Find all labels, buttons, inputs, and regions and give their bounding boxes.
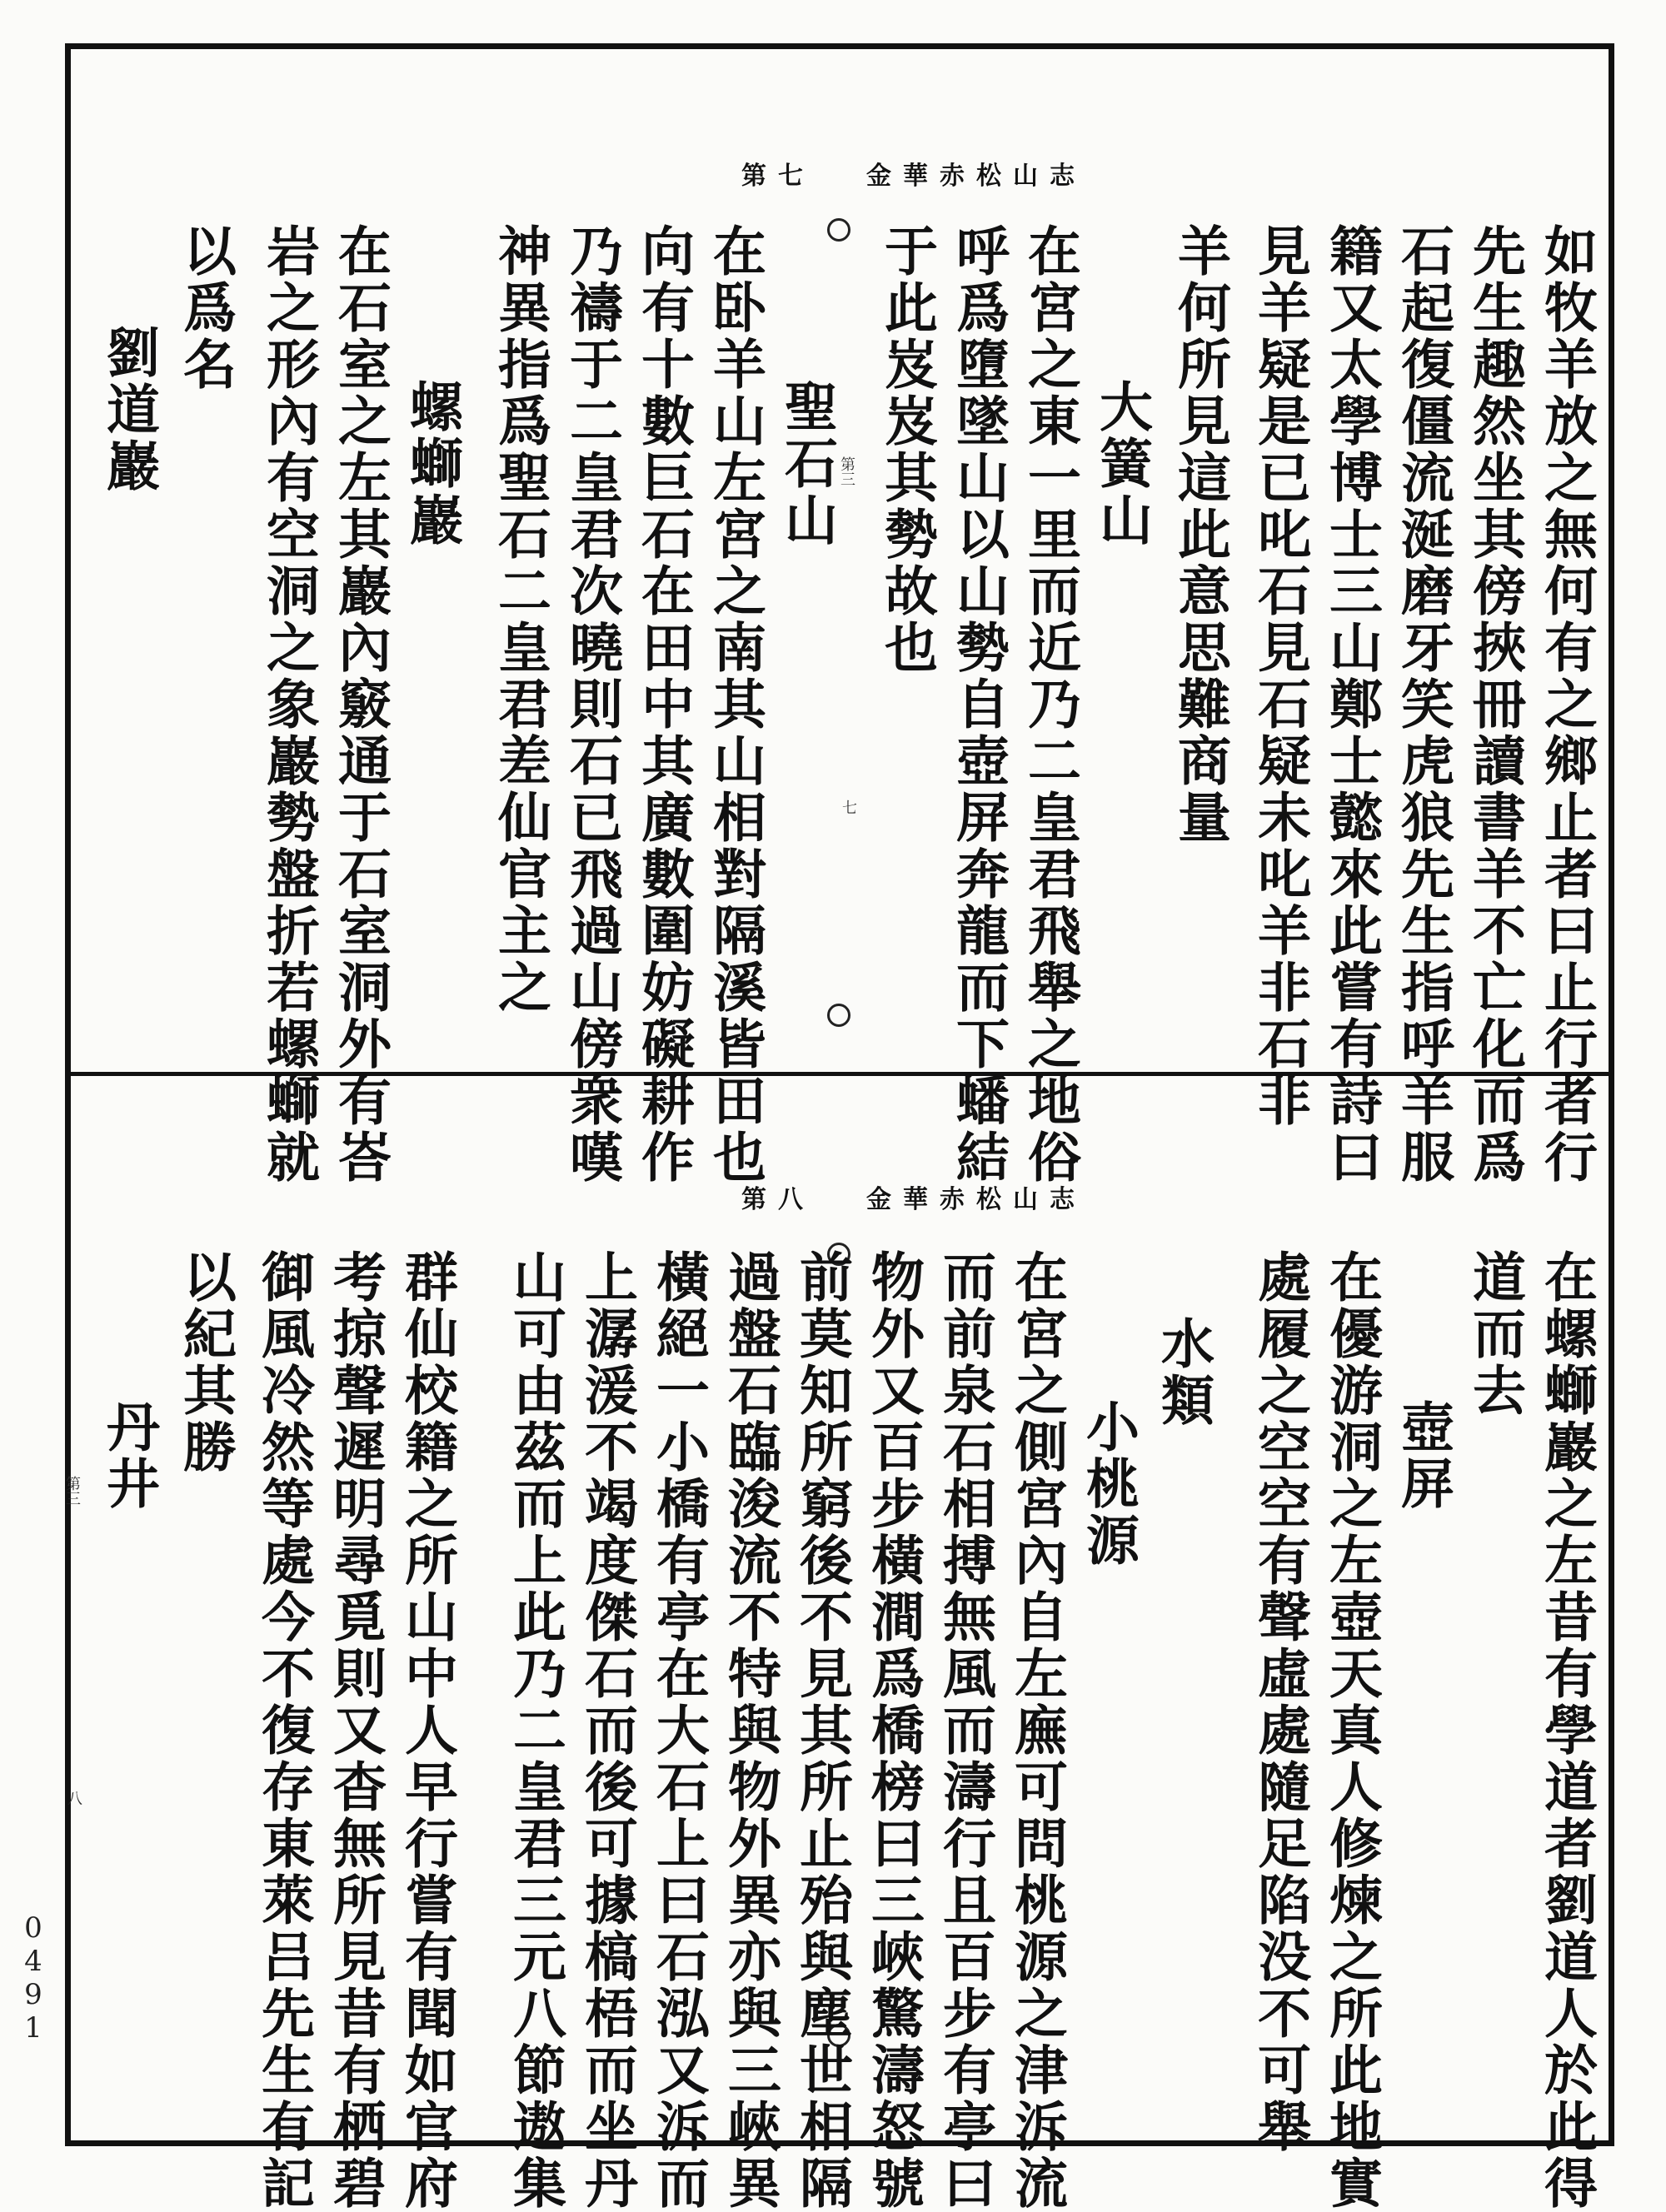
upper-col-7: 大簧山 xyxy=(1090,379,1153,549)
upper-col-10: 于此岌岌其勢故也 xyxy=(875,223,938,676)
lower-col-3: 壺屏 xyxy=(1392,1399,1454,1512)
lower-col-5: 處履之空空有聲虛處隨足陷没不可舉 xyxy=(1249,1249,1311,2155)
lower-col-11: 前莫知所窮後不見其所止殆與塵世相隔 xyxy=(791,1249,853,2212)
upper-col-5: 見羊疑是已叱石見石疑未叱羊非石非 xyxy=(1249,223,1311,1129)
upper-col-12: 在卧羊山左宮之南其山相對隔溪皆田也 xyxy=(704,223,766,1186)
lower-col-9: 而前泉石相搏無風而濤行且百步有亭曰 xyxy=(934,1249,996,2212)
upper-col-11: 聖石山 xyxy=(776,379,838,549)
upper-binding-hole-top xyxy=(827,218,850,242)
lower-col-7: 小桃源 xyxy=(1077,1399,1140,1569)
lower-col-10: 物外又百步橫澗爲橋榜曰三峽驚濤怒號 xyxy=(862,1249,925,2212)
lower-header-title: 金華赤松山志 xyxy=(866,1185,1086,1214)
upper-col-9: 呼爲墮墜山以山勢自壺屏奔龍而下蟠結 xyxy=(947,223,1010,1186)
upper-col-15: 神異指爲聖石二皇君差仙官主之 xyxy=(489,223,551,1016)
upper-col-1: 如牧羊放之無何有之鄉止者曰止行者行 xyxy=(1535,223,1598,1186)
upper-col-14: 乃禱于二皇君次曉則石已飛過山傍衆嘆 xyxy=(561,223,623,1186)
lower-col-1: 在螺螄巖之左昔有學道者劉道人於此得 xyxy=(1535,1249,1598,2212)
lower-col-2: 道而去 xyxy=(1464,1249,1526,1419)
upper-margin-mark: 第三 xyxy=(838,456,855,486)
upper-col-3: 石起復僵流涎磨牙笑虎狼先生指呼羊服 xyxy=(1392,223,1454,1186)
lower-col-19: 以紀其勝 xyxy=(174,1249,237,1476)
upper-binding-hole-bottom xyxy=(827,1004,850,1027)
lower-fold-mark: 八 xyxy=(65,1791,82,1806)
upper-col-16: 螺螄巖 xyxy=(401,379,463,549)
upper-col-4: 籍又太學博士三山鄭士懿來此嘗有詩曰 xyxy=(1320,223,1383,1186)
lower-col-18: 御風冷然等處今不復存東萊吕先生有記 xyxy=(252,1249,315,2212)
lower-col-12: 過盤石臨浚流不特與物外異亦與三峽異 xyxy=(719,1249,781,2212)
upper-col-6: 羊何所見這此意思難商量 xyxy=(1169,223,1231,846)
upper-col-13: 向有十數巨石在田中其廣數圍妨礙耕作 xyxy=(632,223,695,1186)
lower-col-13: 橫絕一小橋有亭在大石上曰石泓又泝而 xyxy=(647,1249,710,2212)
lower-col-4: 在優游洞之左壺天真人修煉之所此地實 xyxy=(1320,1249,1383,2212)
lower-col-16: 群仙校籍之所山中人早行嘗有聞如官府 xyxy=(396,1249,458,2212)
lower-margin-mark: 第三 xyxy=(63,1476,81,1506)
upper-header-page: 第七 xyxy=(741,162,815,191)
upper-col-8: 在宮之東一里而近乃二皇君飛舉之地俗 xyxy=(1019,223,1081,1186)
page-number: 0491 xyxy=(17,1911,50,2045)
upper-col-18: 岩之形內有空洞之象巖勢盤折若螺螄就 xyxy=(257,223,320,1186)
lower-col-8: 在宮之側宮內自左廡可問桃源之津泝流 xyxy=(1005,1249,1068,2212)
upper-col-17: 在石室之左其巖內竅通于石室洞外有峇 xyxy=(329,223,392,1186)
lower-col-14: 上潺湲不竭度傑石而後可據槁梧而坐丹 xyxy=(576,1249,638,2212)
upper-fold-mark: 七 xyxy=(840,800,857,815)
upper-col-2: 先生趣然坐其傍挾冊讀書羊不亡化而爲 xyxy=(1464,223,1526,1186)
lower-header-page: 第八 xyxy=(741,1185,815,1214)
lower-col-6: 水類 xyxy=(1152,1316,1215,1429)
upper-col-19: 以爲名 xyxy=(174,223,237,393)
lower-col-17: 考掠聲遲明尋覓則又杳無所見昔有栖碧 xyxy=(324,1249,387,2212)
lower-col-15: 山可由茲而上此乃二皇君三元八節遨集 xyxy=(504,1249,566,2212)
lower-col-20: 丹井 xyxy=(97,1399,160,1512)
upper-col-20: 劉道巖 xyxy=(97,325,160,495)
upper-header-title: 金華赤松山志 xyxy=(866,162,1086,191)
